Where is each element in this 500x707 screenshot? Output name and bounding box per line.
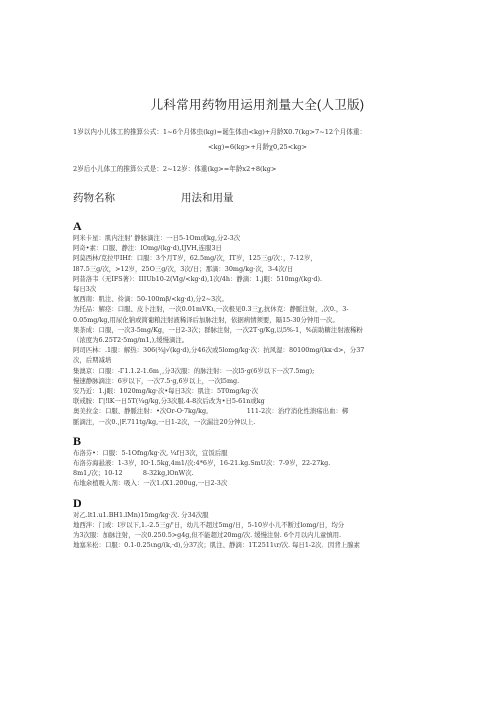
entry-line: 布地余植吸入剂：吸入：一次1.(X1.200ug,一日2-3次 — [73, 479, 228, 488]
entry-line: 地塞米松：口服：0.1-0.25ιng/(k,·d),分37次；肌注、静滴：1T.2511ιr/次. 每日1-2次．因背上腺素 — [73, 541, 360, 550]
entry-line: 布洛芬海悬液：1-3岁，IO·1.5kg,4m1/次:4*6岁，16-21.kg.SmU次：7-9岁，22-27kg. — [73, 459, 331, 468]
entry-line: 阿昔洛韦（无IFS著）：IIIUb10-2(Ⅵg/<kg·d),1次/4h：静滴：1.j眼：510mg/(kg·d). — [73, 274, 323, 283]
header-drug-name: 药物名称 — [73, 192, 115, 204]
intro-child-formula: 2岁后小儿体工的推算公式是：2~12岁：体重(kg>=年龄x2+8(kg> — [73, 165, 277, 173]
entry-line: 慢速静脉滴注：6岁以下，一次7.5·g,6岁以上，一次l5mg. — [73, 376, 240, 385]
entry-line: 安乃近：1.j眼：1020mg/kg·次•每日3次：肌注：5T0mg/kg·次 — [73, 387, 259, 396]
section-letter-b: B — [73, 433, 82, 448]
intro-infant-formula: 1岁以内小儿体工的推算公式：1~6个月体虫(kg)=诞生体由<kg)+月龄X0.7(kg>7~12个月体重： — [73, 128, 367, 136]
entry-line: 脈滴注，一次0.,|F.711tg/kg,一日1-2次，一次漏注20分钟以上. — [73, 417, 256, 426]
entry-line: 阿司匹林：.1服：解热：306(¾j√(kg·d),分46次或5lomg/kg·次：抗风湿：80100mg/(kκ·d>，分37 — [73, 346, 365, 355]
section-d-entries — [73, 510, 442, 551]
column-headers — [73, 190, 442, 205]
entry-line: 为托品：解痉：口服、皮卜注射，一次0.01mVKι,一次极见0.3三χ,抗休克：静脈注射，,次0.，3- — [73, 305, 349, 314]
entry-line: 8m1,/次；10-12 8-32kg,lOnW次. — [73, 469, 194, 478]
document-title: 儿科常用药物用运用剂量大全(人卫版) — [150, 98, 365, 112]
weight-formula-intro — [73, 127, 442, 174]
header-usage-dosage: 用法和用量 — [181, 192, 234, 204]
entry-line: （浓度为6.25T2·5mg/m1,),缓慢滴注。 — [73, 336, 189, 345]
section-b-entries — [73, 448, 442, 489]
entry-line: 阿莫西林/克拉甲IHf：口服：3个月T岁，62.5mg/次，IT岁，125三g/次：，7-12岁， — [73, 254, 317, 263]
entry-line: 阿米卡星：肌内注射' 静脉滴注：一日5-1Om或kg,分2-3次 — [73, 234, 241, 242]
entry-line: 布洛芬•：口服：5-1Ofng/kg·次, ¼f日3次，宜饭后服 — [73, 448, 228, 457]
entry-line: 次，后期减培 — [73, 356, 112, 365]
section-a-entries — [73, 233, 442, 427]
entry-line: 集澳京：口服：-Γ1.1.2-1.6m¸,分3次服：的脉注射：一次l5·g(6岁以下一次7.5mg); — [73, 366, 315, 375]
entry-line: 对乙.lt1.u1.BH1.lMn)15mg/kg·次. 分34次服 — [73, 510, 209, 519]
entry-line: 奥美拉金：口服、静脈注射：•次Or-O·7kg/kg, 111-2次：治疗消化性溃疡出血：梆 — [73, 407, 349, 416]
entry-line: 果茶成：口服，一次3-5mg/Kg，一日2-3次；群脉注射，一次2T·g/Kg,以5%-1，%前助糖注射液稀粉 — [73, 325, 363, 334]
entry-line: 阿奇•素：口服、静注：lOmg/(kg·d),IJVH,连服3日 — [73, 244, 222, 253]
entry-line: 每日3次 — [73, 285, 97, 294]
intro-infant-formula-cont: <kg)=6(kg>+月龄χ0,25<kg> — [207, 143, 307, 151]
entry-line: 氨西南：肌注、伶滴：50-100mβ/<kg·d),分2~3次。 — [73, 295, 228, 304]
entry-line: 为3次服：加脉注射，一次0.250.5>g4g,但不能超过20mg/次. 缓慢注射. 6个月以内儿童慎用. — [73, 531, 342, 540]
entry-line: I87.5三g/次，>12岁，25O三g/次，3次/日；那滴：30mg/kg·次，3-4次/日 — [73, 264, 294, 273]
entry-line: 0.05mg/kg,用尿化钠或简葡粮注射液稀泽后加脉注射，依据病情须要，隔15-30分钟用一次。 — [73, 315, 339, 324]
section-letter-d: D — [73, 495, 82, 510]
entry-line: 地西泮：门或：l岁以下,1.-2.5三g/'日，幼儿不超过5mg/日，5-10岁小儿不断过lomg/日，均分 — [73, 520, 345, 529]
section-letter-a: A — [73, 219, 82, 233]
entry-line: 联戒胺：Γ|!lK一日5T(¼g/kg,分3次服.4-8次后改为•日5-61n或kg — [73, 397, 265, 406]
